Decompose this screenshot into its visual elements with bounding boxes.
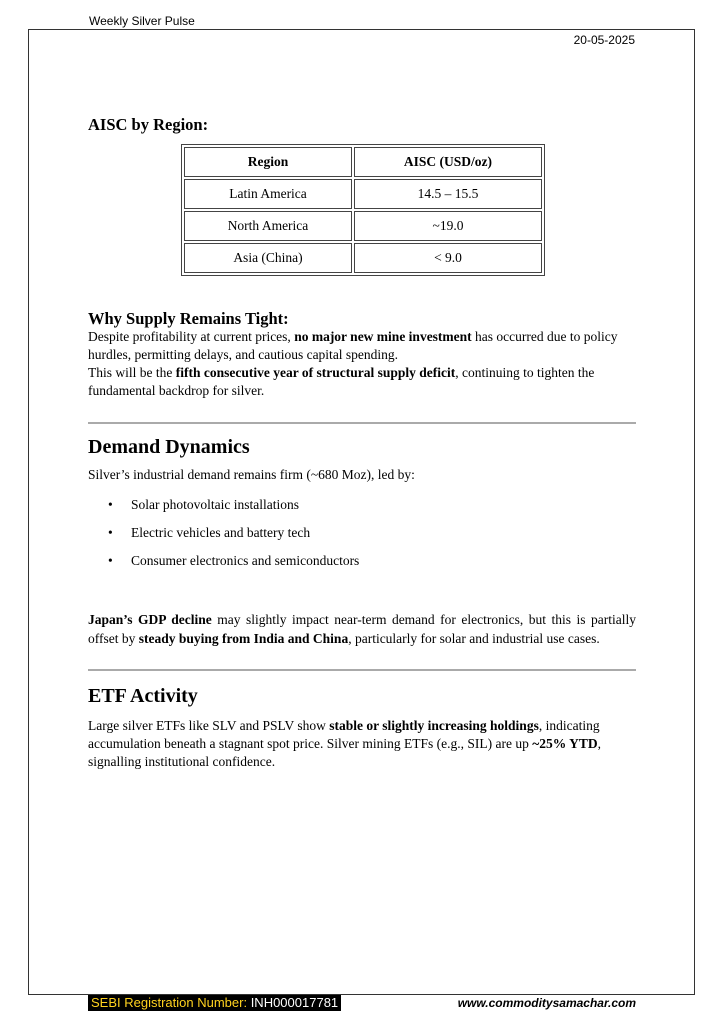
- column-header-aisc: AISC (USD/oz): [354, 147, 542, 177]
- demand-intro: Silver’s industrial demand remains firm (~680 Moz), led by:: [88, 467, 415, 482]
- demand-heading: Demand Dynamics: [88, 436, 250, 458]
- etf-heading: ETF Activity: [88, 685, 198, 707]
- section-divider: [88, 422, 636, 424]
- table-row: [184, 211, 542, 241]
- demand-list: [88, 496, 636, 580]
- website-link[interactable]: www.commoditysamachar.com: [457, 996, 636, 1010]
- aisc-heading: AISC by Region:: [88, 115, 209, 134]
- header-title: Weekly Silver Pulse: [89, 14, 195, 28]
- region-cell: Latin America: [184, 179, 352, 209]
- supply-paragraph-2: This will be the fifth consecutive year of structural supply deficit, continuing to tighten the fundamental backdrop for silver.: [88, 365, 595, 398]
- region-cell: North America: [184, 211, 352, 241]
- column-header-region: Region: [184, 147, 352, 177]
- list-item: • Solar photovoltaic installations: [88, 496, 636, 524]
- sebi-registration: SEBI Registration Number: INH000017781: [88, 995, 341, 1011]
- supply-paragraph-1: Despite profitability at current prices, no major new mine investment has occurred due to policy hurdles, permitting delays, and cautious capital spending.: [88, 329, 618, 362]
- table-row: [184, 243, 542, 273]
- region-cell: Asia (China): [184, 243, 352, 273]
- aisc-cell: < 9.0: [354, 243, 542, 273]
- aisc-cell: 14.5 – 15.5: [354, 179, 542, 209]
- aisc-table: [181, 144, 545, 276]
- section-divider: [88, 669, 636, 671]
- main-content: [88, 116, 636, 771]
- report-date: 20-05-2025: [573, 33, 635, 47]
- list-item: • Electric vehicles and battery tech: [88, 524, 636, 552]
- table-row: [184, 179, 542, 209]
- list-item: • Consumer electronics and semiconductors: [88, 552, 636, 580]
- aisc-cell: ~19.0: [354, 211, 542, 241]
- supply-heading: Why Supply Remains Tight:: [88, 309, 289, 328]
- etf-paragraph: Large silver ETFs like SLV and PSLV show stable or slightly increasing holdings, indicating accumulation beneath a stagnant spot price. Silver mining ETFs (e.g., SIL) are up ~25% YTD, signalling institutional confidence.: [88, 718, 602, 769]
- table-header-row: [184, 147, 542, 177]
- demand-paragraph: Japan’s GDP decline may slightly impact near-term demand for electronics, but this is partially offset by steady buying from India and China, particularly for solar and industrial use cases.: [88, 612, 636, 646]
